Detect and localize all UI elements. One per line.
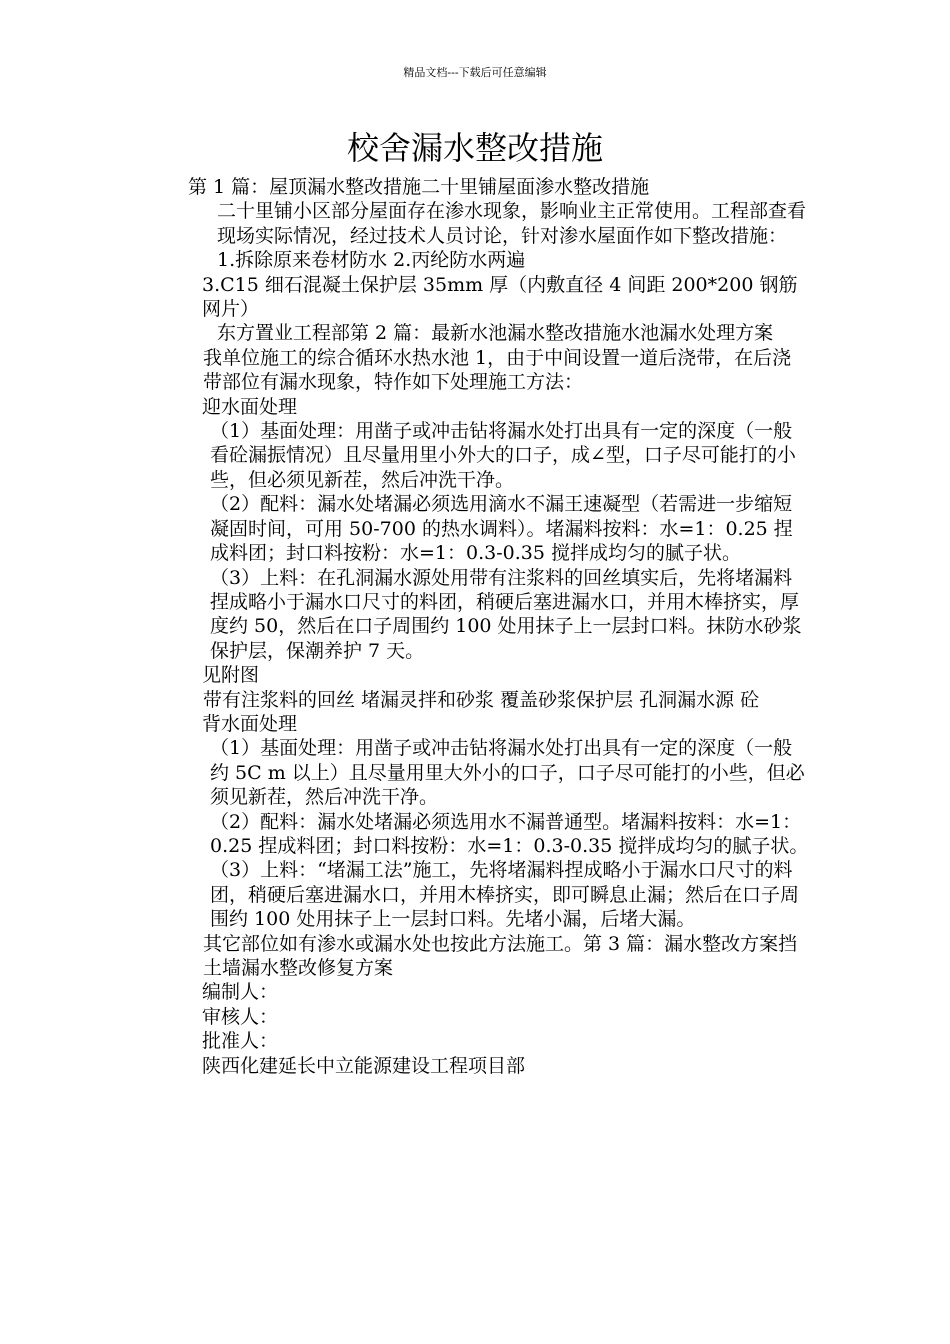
paragraph: 其它部位如有渗水或漏水处也按此方法施工。第 3 篇：漏水整改方案挡土墙漏水整改修复方案 (203, 932, 798, 979)
paragraph: （3）上料：“堵漏工法”施工，先将堵漏料捏成略小于漏水口尺寸的料团，稍硬后塞进漏水口，并用木棒挤实，即可瞬息止漏；然后在口子周围约 100 处用抹子上一层封口料。先堵小漏，后堵大漏。 (210, 859, 800, 931)
document-title: 校舍漏水整改措施 (346, 129, 603, 167)
paragraph: （2）配料：漏水处堵漏必须选用水不漏普通型。堵漏料按料：水=1：0.25 捏成料团；封口料按粉：水=1：0.3-0.35 搅拌成均匀的腻子状。 (210, 810, 809, 857)
paragraph: 第 1 篇：屋顶漏水整改措施二十里铺屋面渗水整改措施 (188, 176, 650, 198)
paragraph: 背水面处理 (202, 712, 298, 735)
paragraph: 东方置业工程部第 2 篇：最新水池漏水整改措施水池漏水处理方案 (217, 322, 774, 345)
paragraph: 见附图 (202, 664, 260, 687)
document-body (145, 175, 810, 1078)
paragraph: （1）基面处理：用凿子或冲击钻将漏水处打出具有一定的深度（一般看砼漏振情况）且尽量用里小外大的口子，成∠型，口子尽可能打的小些，但必须见新茬，然后冲洗干净。 (210, 420, 796, 491)
paragraph: 我单位施工的综合循环水热水池 1，由于中间设置一道后浇带，在后浇带部位有漏水现象，特作如下处理施工方法： (203, 346, 792, 394)
paragraph: （1）基面处理：用凿子或冲击钻将漏水处打出具有一定的深度（一般约 5C m 以上）且尽量用里大外小的口子，口子尽可能打的小些，但必须见新茬，然后冲洗干净。 (210, 737, 805, 809)
signature-line-approver: 批准人： (202, 1030, 279, 1053)
paragraph: （2）配料：漏水处堵漏必须选用滴水不漏王速凝型（若需进一步缩短凝固时间，可用 50-700 的热水调料）。堵漏料按料：水=1：0.25 捏成料团；封口料按粉：水=1：0.3-0.35 搅拌成均匀的腻子状。 (210, 493, 793, 565)
paragraph: 迎水面处理 (202, 395, 298, 418)
paragraph: 二十里铺小区部分屋面存在渗水现象，影响业主正常使用。工程部查看现场实际情况，经过技术人员讨论，针对渗水屋面作如下整改措施： 1.拆除原来卷材防水 2.丙纶防水两遍 (217, 200, 807, 272)
paragraph: （3）上料：在孔洞漏水源处用带有注浆料的回丝填实后，先将堵漏料捏成略小于漏水口尺寸的料团，稍硬后塞进漏水口，并用木棒挤实，厚度约 50，然后在口子周围约 100 处用抹子上一层封口料。抹防水砂浆保护层，保潮养护 7 天。 (210, 566, 802, 662)
paragraph: 带有注浆料的回丝 堵漏灵拌和砂浆 覆盖砂浆保护层 孔洞漏水源 砼 (203, 688, 760, 711)
organization-name: 陕西化建延长中立能源建设工程项目部 (202, 1054, 526, 1077)
signature-line-reviewer: 审核人： (202, 1005, 279, 1028)
header-note: 精品文档---下载后可任意编辑 (403, 66, 547, 79)
paragraph: 3.C15 细石混凝土保护层 35mm 厚（内敷直径 4 间距 200*200 钢筋网片） (202, 273, 798, 321)
signature-line-editor: 编制人： (202, 981, 279, 1004)
